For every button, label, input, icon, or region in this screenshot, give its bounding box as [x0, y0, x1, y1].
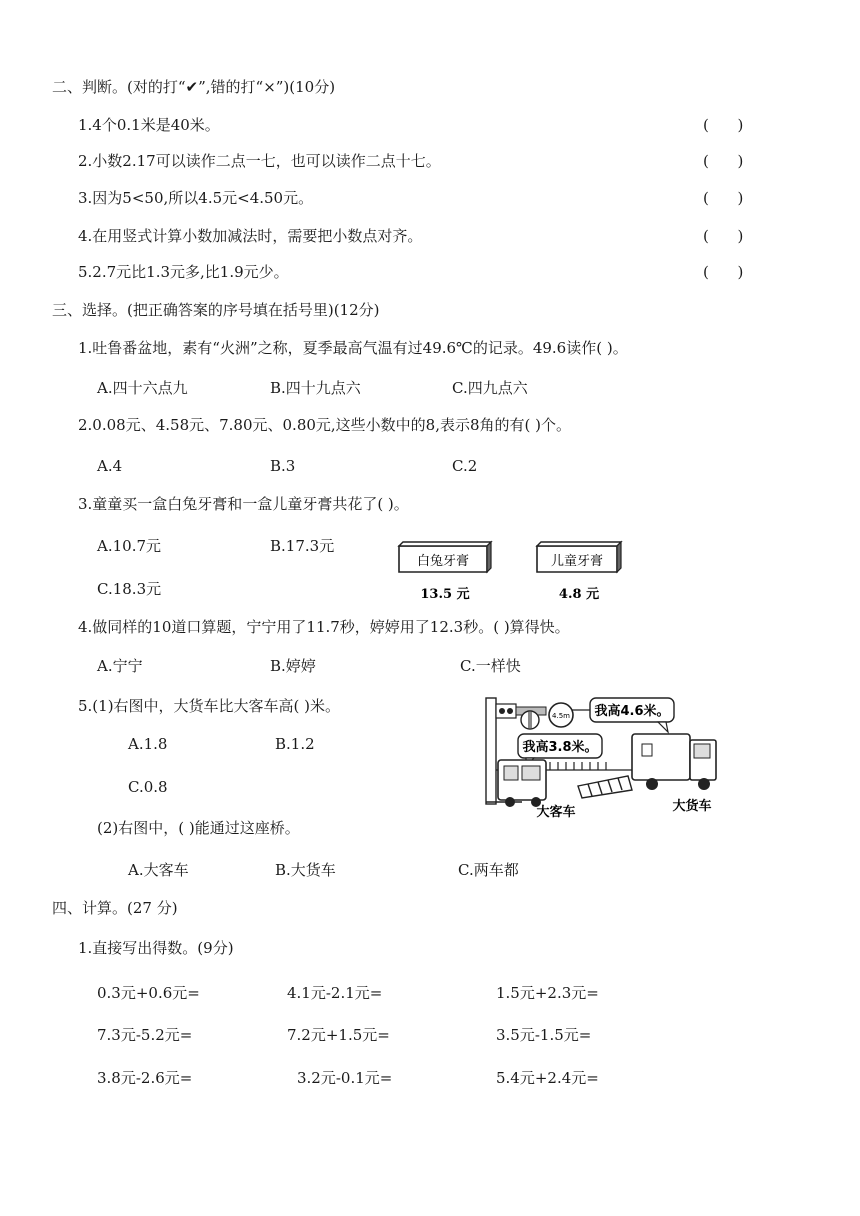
choice-q5-2-option-a[interactable]: A.大客车 — [128, 861, 189, 879]
choice-q3-stem: 3.童童买一盒白兔牙膏和一盒儿童牙膏共花了( )。 — [78, 495, 409, 513]
choice-q5-1-option-b[interactable]: B.1.2 — [275, 735, 315, 753]
judge-item-4: 4.在用竖式计算小数加减法时，需要把小数点对齐。 — [78, 227, 423, 245]
choice-q5-stem1: 5.(1)右图中，大货车比大客车高( )米。 — [78, 697, 341, 715]
section4-sub1: 1.直接写出得数。(9分) — [78, 939, 234, 957]
judge-item-5: 5.2.7元比1.3元多,比1.9元少。 — [78, 263, 289, 281]
section3-title: 三、选择。(把正确答案的序号填在括号里)(12分) — [52, 301, 380, 319]
calc-r1-c3: 1.5元+2.3元= — [496, 984, 599, 1002]
choice-q1-option-c[interactable]: C.四九点六 — [452, 379, 528, 397]
calc-r2-c3: 3.5元-1.5元= — [496, 1026, 592, 1044]
answer-paren-2[interactable]: ( ) — [703, 152, 744, 170]
road-barrier — [578, 776, 632, 798]
choice-q3-option-a[interactable]: A.10.7元 — [97, 537, 161, 555]
section2-title: 二、判断。(对的打“✔”,错的打“×”)(10分) — [52, 78, 336, 96]
choice-q4-stem: 4.做同样的10道口算题，宁宁用了11.7秒，婷婷用了12.3秒。( )算得快。 — [78, 618, 570, 636]
calc-r2-c2: 7.2元+1.5元= — [287, 1026, 390, 1044]
calc-r2-c1: 7.3元-5.2元= — [97, 1026, 193, 1044]
answer-paren-5[interactable]: ( ) — [703, 263, 744, 281]
calc-r3-c1: 3.8元-2.6元= — [97, 1069, 193, 1087]
toothpaste-boxes-illustration — [395, 540, 635, 608]
choice-q4-option-b[interactable]: B.婷婷 — [270, 657, 316, 675]
judge-item-3: 3.因为5<50,所以4.5元<4.50元。 — [78, 189, 314, 207]
choice-q1-option-a[interactable]: A.四十六点九 — [97, 379, 188, 397]
answer-paren-3[interactable]: ( ) — [703, 189, 744, 207]
choice-q5-2-option-c[interactable]: C.两车都 — [458, 861, 519, 879]
choice-q5-stem2: (2)右图中，( )能通过这座桥。 — [97, 819, 300, 837]
truck-bubble-text: 我高4.6米。 — [594, 704, 670, 719]
children-toothpaste-box — [537, 542, 621, 572]
big-truck — [632, 734, 716, 790]
truck-label: 大货车 — [672, 799, 712, 814]
choice-q2-option-a[interactable]: A.4 — [97, 457, 123, 475]
calc-r3-c2: 3.2元-0.1元= — [297, 1069, 393, 1087]
choice-q5-2-option-b[interactable]: B.大货车 — [275, 861, 336, 879]
choice-q5-1-option-c[interactable]: C.0.8 — [128, 778, 168, 796]
judge-item-2: 2.小数2.17可以读作二点一七，也可以读作二点十七。 — [78, 152, 441, 170]
choice-q3-option-b[interactable]: B.17.3元 — [270, 537, 335, 555]
baitu-toothpaste-box — [399, 542, 491, 572]
answer-paren-1[interactable]: ( ) — [703, 116, 744, 134]
bus-label: 大客车 — [536, 805, 576, 820]
choice-q2-option-b[interactable]: B.3 — [270, 457, 296, 475]
baitu-box-label: 白兔牙膏 — [416, 554, 470, 569]
choice-q2-stem: 2.0.08元、4.58元、7.80元、0.80元,这些小数中的8,表示8角的有( )个。 — [78, 416, 572, 434]
bridge-vehicles-illustration — [482, 690, 722, 820]
judge-item-1: 1.4个0.1米是40米。 — [78, 116, 220, 134]
children-price: 4.8 元 — [558, 587, 600, 602]
big-bus — [498, 760, 546, 807]
section4-title: 四、计算。(27 分) — [52, 899, 178, 917]
choice-q5-1-option-a[interactable]: A.1.8 — [128, 735, 168, 753]
children-box-label: 儿童牙膏 — [550, 554, 604, 569]
baitu-price: 13.5 元 — [420, 587, 470, 602]
choice-q4-option-a[interactable]: A.宁宁 — [97, 657, 143, 675]
answer-paren-4[interactable]: ( ) — [703, 227, 744, 245]
choice-q1-stem: 1.吐鲁番盆地，素有“火洲”之称，夏季最高气温有过49.6℃的记录。49.6读作( )。 — [78, 339, 628, 357]
choice-q2-option-c[interactable]: C.2 — [452, 457, 478, 475]
calc-r1-c2: 4.1元-2.1元= — [287, 984, 383, 1002]
choice-q4-option-c[interactable]: C.一样快 — [460, 657, 521, 675]
calc-r1-c1: 0.3元+0.6元= — [97, 984, 200, 1002]
choice-q3-option-c[interactable]: C.18.3元 — [97, 580, 162, 598]
bridge-pillar — [486, 698, 496, 804]
bus-bubble-text: 我高3.8米。 — [522, 740, 598, 755]
height-limit-text: 4.5m — [552, 712, 570, 720]
choice-q1-option-b[interactable]: B.四十九点六 — [270, 379, 361, 397]
calc-r3-c3: 5.4元+2.4元= — [496, 1069, 599, 1087]
